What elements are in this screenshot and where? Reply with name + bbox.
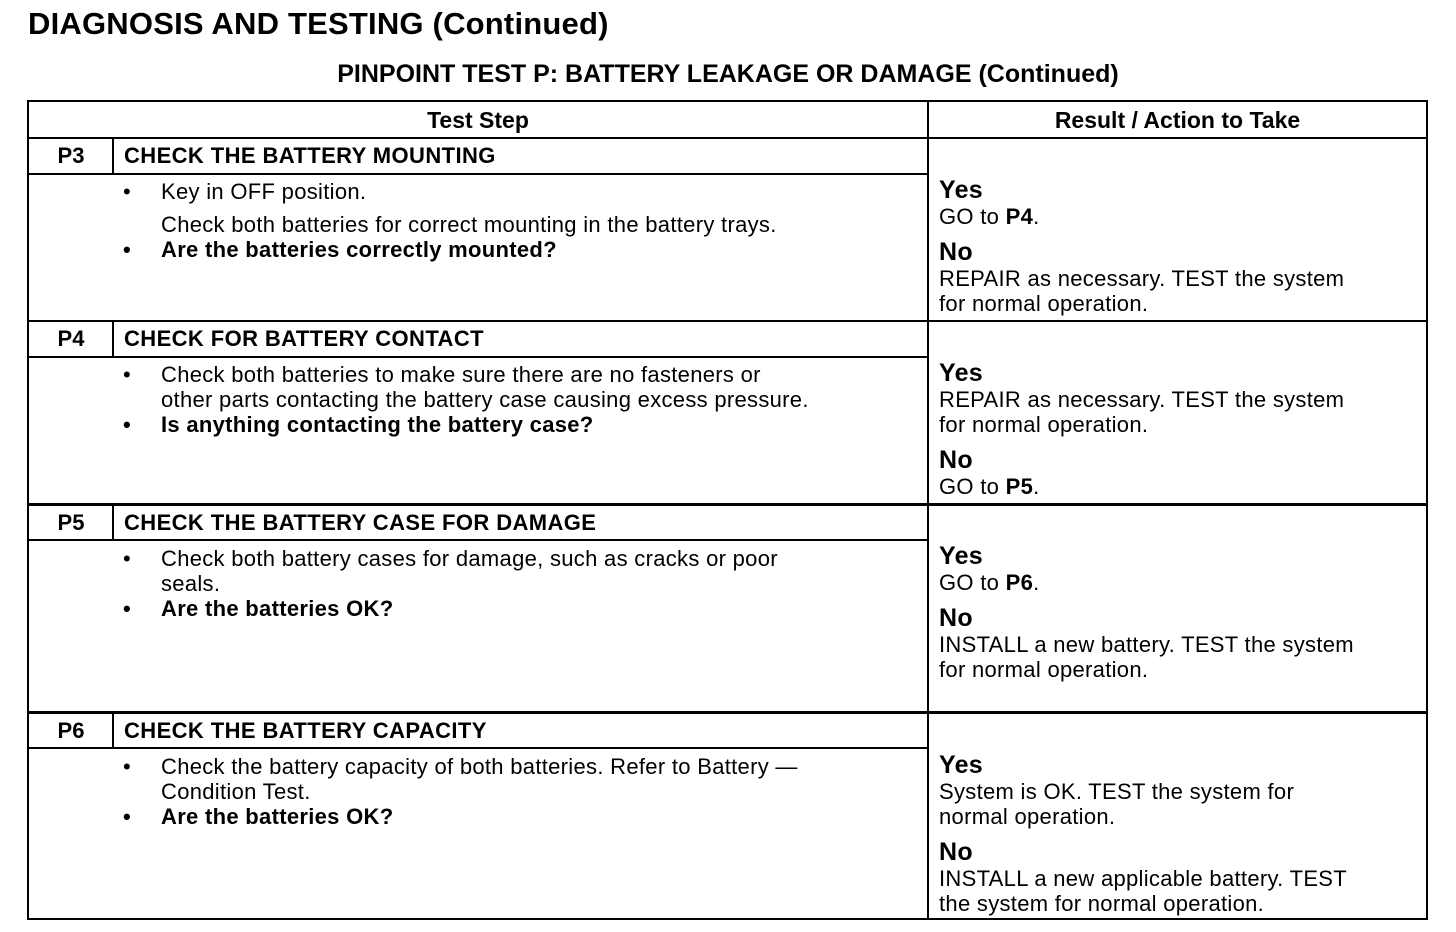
step-instructions — [121, 362, 921, 437]
row-divider — [29, 503, 1426, 506]
instruction-question: • Are the batteries correctly mounted? — [123, 237, 557, 262]
row-divider — [29, 711, 1426, 714]
bullet-icon: • — [123, 237, 132, 262]
no-action: GO to P5. — [939, 474, 1040, 499]
instruction-line: • Check the battery capacity of both batteries. Refer to Battery — — [123, 754, 798, 779]
instruction-question: • Are the batteries OK? — [123, 596, 394, 621]
step-result — [939, 177, 1419, 316]
no-label: No — [939, 604, 973, 632]
yes-action: GO to P6. — [939, 570, 1040, 595]
yes-label: Yes — [939, 176, 984, 204]
bullet-icon: • — [123, 179, 132, 204]
yes-action: GO to P4. — [939, 204, 1040, 229]
no-label: No — [939, 446, 973, 474]
bullet-icon: • — [123, 412, 132, 437]
step-instructions — [121, 546, 921, 621]
bullet-icon: • — [123, 596, 132, 621]
step-title: CHECK FOR BATTERY CONTACT — [124, 326, 484, 351]
instruction-line: • Check both batteries to make sure there are no fasteners or — [123, 362, 761, 387]
table-title: PINPOINT TEST P: BATTERY LEAKAGE OR DAMAGE (Continued) — [337, 60, 1119, 88]
yes-label: Yes — [939, 359, 984, 387]
bullet-icon: • — [123, 804, 132, 829]
instruction-question: • Is anything contacting the battery case? — [123, 412, 594, 437]
yes-label: Yes — [939, 542, 984, 570]
instruction-line: • Check both battery cases for damage, such as cracks or poor — [123, 546, 778, 571]
page-heading: DIAGNOSIS AND TESTING (Continued) — [28, 6, 609, 41]
bullet-icon: • — [123, 754, 132, 779]
bullet-icon: • — [123, 362, 132, 387]
step-result — [939, 543, 1419, 682]
step-id: P6 — [57, 718, 85, 743]
no-action-line: INSTALL a new applicable battery. TEST — [939, 866, 1348, 891]
step-id: P5 — [57, 510, 85, 535]
title-divider — [29, 747, 927, 749]
header-divider — [29, 137, 1426, 139]
instruction-line: seals. — [161, 571, 221, 596]
step-title: CHECK THE BATTERY CASE FOR DAMAGE — [124, 510, 597, 535]
instruction-question: • Are the batteries OK? — [123, 804, 394, 829]
yes-label: Yes — [939, 751, 984, 779]
step-result — [939, 752, 1419, 916]
no-action-line: the system for normal operation. — [939, 891, 1265, 916]
yes-action-line: REPAIR as necessary. TEST the system — [939, 387, 1345, 412]
no-label: No — [939, 238, 973, 266]
step-title: CHECK THE BATTERY MOUNTING — [124, 143, 496, 168]
step-instructions — [121, 179, 921, 262]
instruction-line: • Key in OFF position. — [123, 179, 367, 204]
pinpoint-test-table — [27, 100, 1428, 920]
header-result: Result / Action to Take — [1054, 107, 1301, 133]
yes-action-line: for normal operation. — [939, 412, 1149, 437]
title-divider — [29, 539, 927, 541]
step-instructions — [121, 754, 921, 829]
row-divider — [29, 320, 1426, 322]
step-id: P4 — [57, 326, 85, 351]
yes-action-line: normal operation. — [939, 804, 1116, 829]
bullet-icon: • — [123, 546, 132, 571]
no-label: No — [939, 838, 973, 866]
title-divider — [29, 173, 927, 175]
step-id: P3 — [57, 143, 85, 168]
instruction-line: Check both batteries for correct mounting in the battery trays. — [161, 212, 777, 237]
no-action-line: REPAIR as necessary. TEST the system — [939, 266, 1345, 291]
header-test-step: Test Step — [427, 107, 529, 133]
step-result — [939, 360, 1419, 499]
yes-action-line: System is OK. TEST the system for — [939, 779, 1295, 804]
column-divider — [927, 102, 929, 918]
no-action-line: for normal operation. — [939, 657, 1149, 682]
instruction-line: other parts contacting the battery case causing excess pressure. — [161, 387, 809, 412]
no-action-line: INSTALL a new battery. TEST the system — [939, 632, 1354, 657]
no-action-line: for normal operation. — [939, 291, 1149, 316]
step-title: CHECK THE BATTERY CAPACITY — [124, 718, 487, 743]
title-divider — [29, 356, 927, 358]
instruction-line: Condition Test. — [161, 779, 311, 804]
